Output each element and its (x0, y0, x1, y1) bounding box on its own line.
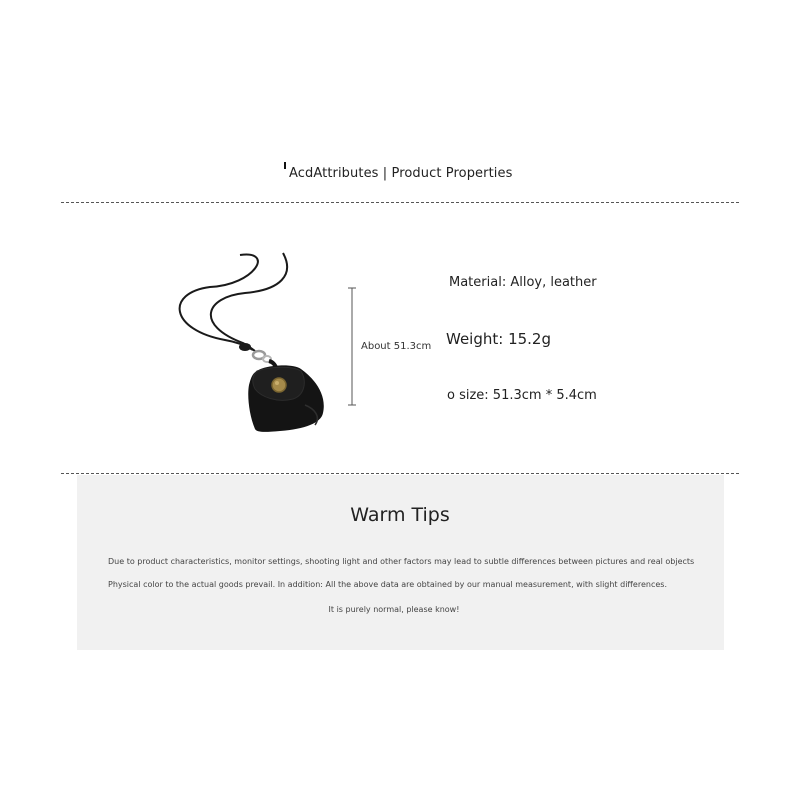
weight-property: Weight: 15.2g (446, 330, 551, 348)
warm-tips-title: Warm Tips (350, 504, 450, 526)
product-image (165, 245, 335, 440)
measurement-line (344, 285, 360, 410)
size-property: o size: 51.3cm * 5.4cm (447, 388, 597, 403)
tips-line-1: Due to product characteristics, monitor settings, shooting light and other factors may lead to subtle differences between pictures and real objects (108, 557, 695, 566)
header-accent-mark (284, 162, 286, 169)
material-property: Material: Alloy, leather (449, 275, 597, 290)
divider-top (61, 202, 739, 203)
measurement-label: About 51.3cm (361, 341, 432, 352)
tips-line-2: Physical color to the actual goods prevail. In addition: All the above data are obtained by our manual measurement, with slight differences. (108, 580, 667, 589)
tips-line-3: It is purely normal, please know! (328, 605, 460, 614)
page-title: AcdAttributes | Product Properties (289, 166, 513, 181)
divider-bottom (61, 473, 739, 474)
